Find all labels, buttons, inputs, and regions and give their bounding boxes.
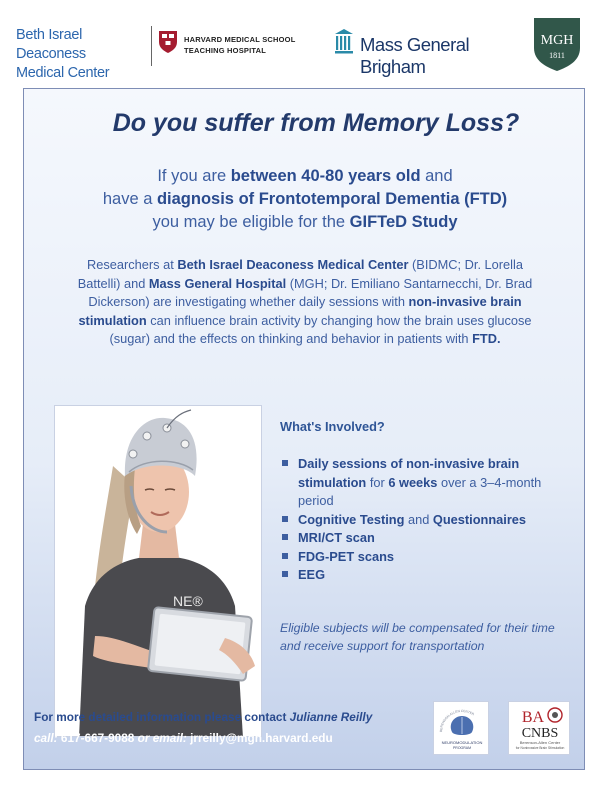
cnbs-mark-icon [509, 702, 571, 756]
item1-text-period: over a 3–4-month period [298, 474, 542, 508]
cnbs-logo [508, 701, 570, 755]
mgb-building-icon [334, 28, 354, 56]
researchers-text-4: can influence brain activity by changing how the brain uses glucose (sugar) and the effects on thinking and behavior in patients with [109, 312, 532, 346]
item2-text-and: and [404, 511, 433, 527]
mgh-shield-logo [532, 16, 582, 72]
harvard-logo-line2: TEACHING HOSPITAL [184, 46, 267, 55]
researchers-text-3: (MGH; Dr. Emiliano Santarnecchi, Dr. Brad Dickerson) are investigating whether daily sessions with [88, 275, 533, 309]
list-item [280, 529, 576, 548]
researchers-paragraph [64, 256, 546, 349]
lead-diagnosis: diagnosis of Frontotemporal Dementia (FTD) [156, 190, 508, 208]
cnbs-line1: Berenson-Allen Center [519, 740, 561, 745]
cnbs-ba: BA [521, 709, 545, 726]
call-label: call: [34, 731, 58, 745]
neuromodulation-program-logo [433, 701, 489, 755]
mgb-logo [334, 28, 524, 77]
contact-line [34, 710, 372, 724]
lead-study-name: GIFTeD Study [349, 213, 458, 231]
lead-text-2: and [420, 167, 453, 185]
bullet-icon [282, 571, 288, 577]
nmp-line1: NEUROMODULATION [441, 740, 483, 745]
researchers-ftd: FTD. [472, 331, 501, 346]
phone-number[interactable]: 617-667-9088 [60, 731, 135, 745]
list-item [280, 511, 576, 530]
or-email-label: or email: [137, 731, 187, 745]
researchers-stimulation: non-invasive brain stimulation [78, 294, 522, 328]
item4-fdg-pet: FDG-PET scans [298, 548, 395, 564]
bidmc-logo [16, 26, 146, 83]
flyer-panel [23, 88, 585, 770]
compensation-note: Eligible subjects will be compensated for their time and receive support for transportation [280, 621, 555, 653]
participant-photo [54, 405, 262, 737]
logo-divider [151, 26, 152, 66]
researchers-mgh: Mass General Hospital [148, 275, 287, 291]
contact-name: Julianne Reilly [289, 710, 373, 724]
mgh-logo-year: 1811 [549, 51, 565, 60]
item5-eeg: EEG [298, 567, 326, 582]
researchers-text-1: Researchers at [87, 257, 178, 272]
bullet-icon [282, 534, 288, 540]
bidmc-logo-line2: Medical Center [16, 65, 110, 81]
item1-duration: 6 weeks [388, 474, 438, 490]
bullet-icon [282, 460, 288, 466]
mgb-logo-text: Mass General Brigham [360, 34, 470, 77]
list-item [280, 566, 576, 585]
participant-illustration [55, 406, 262, 737]
harvard-shield-icon [158, 30, 178, 54]
headline: Do you suffer from Memory Loss? [112, 109, 520, 137]
item1-text-for: for [366, 474, 389, 490]
item3-mri: MRI/CT scan [298, 530, 375, 545]
list-item [280, 455, 576, 511]
cnbs-cnbs: CNBS [521, 726, 559, 741]
lead-text-1: If you are [157, 167, 231, 185]
researchers-text-2: (BIDMC; Dr. Lorella Battelli) and [77, 257, 523, 291]
mgh-logo-abbr: MGH [540, 33, 574, 48]
researchers-bidmc: Beth Israel Deaconess Medical Center [177, 257, 409, 272]
email-address[interactable]: jrreilly@mgh.harvard.edu [190, 731, 333, 745]
shirt-logo-text: NE® [173, 593, 203, 609]
list-item [280, 548, 576, 567]
bullet-icon [282, 553, 288, 559]
harvard-logo-line1: HARVARD MEDICAL SCHOOL [184, 35, 296, 44]
item1-daily-sessions: Daily sessions of non-invasive brain stimulation [298, 456, 520, 490]
harvard-logo [158, 30, 298, 64]
cnbs-line2: for Noninvasive Brain Stimulation [515, 746, 565, 750]
item2-questionnaires: Questionnaires [432, 511, 527, 527]
contact-details [34, 731, 333, 745]
lead-age-range: between 40-80 years old [230, 167, 421, 185]
nmp-arc-text: BERENSON-ALLEN CENTER [438, 708, 475, 733]
neuromodulation-brain-icon [434, 702, 490, 756]
whats-involved-title: What's Involved? [280, 419, 385, 434]
contact-text: For more detailed information please contact [34, 710, 290, 724]
bidmc-logo-line1: Beth Israel Deaconess [16, 27, 86, 62]
nmp-line2: PROGRAM [452, 746, 472, 750]
bullet-icon [282, 516, 288, 522]
lead-paragraph [44, 165, 566, 234]
item2-cognitive-testing: Cognitive Testing [298, 511, 405, 527]
lead-text-4: you may be eligible for the [152, 213, 350, 231]
whats-involved-list [280, 455, 576, 585]
lead-text-3: have a [102, 190, 157, 208]
